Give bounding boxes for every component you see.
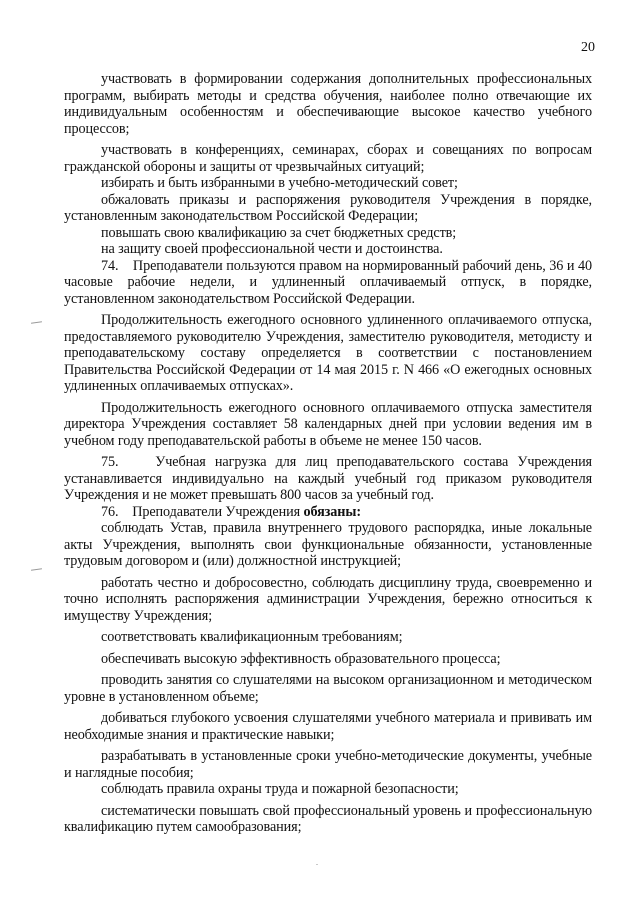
margin-scan-mark xyxy=(31,568,42,571)
paragraph-meet-requirements: соответствовать квалификационным требованиям; xyxy=(101,629,403,645)
document-body xyxy=(64,71,592,836)
paragraph-conduct-classes: проводить занятия со слушателями на высоком организационном и методическом уровне в установленном объеме; xyxy=(64,672,592,705)
scan-artifact xyxy=(316,864,318,865)
paragraph-deep-learning: добиваться глубокого усвоения слушателями учебного материала и прививать им необходимые знания и практические навыки; xyxy=(64,710,592,743)
paragraph-deputy-leave: Продолжительность ежегодного основного оплачиваемого отпуска заместителя директора Учреждения составляет 58 календарных дней при условии ведения им в учебном году преподавательской работы в объеме не менее 150 часов. xyxy=(64,399,592,449)
paragraph-efficiency: обеспечивать высокую эффективность образовательного процесса; xyxy=(101,650,501,667)
paragraph-observe-charter: соблюдать Устав, правила внутреннего трудового распорядка, иные локальные акты Учреждения, выполнять свои функциональные обязанности, установленные трудовым договором и (или) должностной инструкцией; xyxy=(64,520,592,569)
paragraph-75-teaching-load: 75. Учебная нагрузка для лиц преподавательского состава Учреждения устанавливается индивидуально на каждый учебный год приказом руководителя Учреждения и не может превышать 800 часов за учебный год. xyxy=(64,454,592,503)
paragraph-protect-honor: на защиту своей профессиональной чести и достоинства. xyxy=(101,241,443,257)
paragraph-participate-programs: участвовать в формировании содержания дополнительных профессиональных программ, выбирать методы и средства обучения, наиболее полно отвечающие их индивидуальным особенностям и обеспечивающие высокое качество учебного процессов; xyxy=(64,71,592,137)
paragraph-appeal-orders: обжаловать приказы и распоряжения руководителя Учреждения в порядке, установленным законодательством Российской Федерации; xyxy=(64,191,592,224)
paragraph-safety-rules: соблюдать правила охраны труда и пожарной безопасности; xyxy=(101,781,459,797)
paragraph-leave-duration: Продолжительность ежегодного основного удлиненного оплачиваемого отпуска, предоставляемого руководителю Учреждения, заместителю руководителя, методисту и преподавательскому составу определяется в соответствии с постановлением Правительства Российской Федерации от 14 мая 2015 г. N 466 «О ежегодных основных удлиненных оплачиваемых отпусках». xyxy=(64,312,592,394)
paragraph-qualification-budget: повышать свою квалификацию за счет бюджетных средств; xyxy=(101,224,457,241)
paragraph-76-bold-term: обязаны: xyxy=(303,503,361,520)
paragraph-self-education: систематически повышать свой профессиональный уровень и профессиональную квалификацию путем самообразования; xyxy=(64,802,592,835)
paragraph-work-honestly: работать честно и добросовестно, соблюдать дисциплину труда, своевременно и точно исполнять распоряжения администрации Учреждения, бережно относиться к имуществу Учреждения; xyxy=(64,574,592,624)
margin-scan-mark xyxy=(31,321,42,324)
paragraph-76-lead: 76. Преподаватели Учреждения xyxy=(101,503,304,520)
paragraph-74-working-time: 74. Преподаватели пользуются правом на нормированный рабочий день, 36 и 40 часовые рабочие недели, и удлиненный оплачиваемый отпуск, в порядке, установленном законодательством Российской Федерации. xyxy=(64,257,592,307)
paragraph-76-obligations xyxy=(64,504,592,521)
paragraph-participate-conferences: участвовать в конференциях, семинарах, сборах и совещаниях по вопросам гражданской обороны и защиты от чрезвычайных ситуаций; xyxy=(64,142,592,175)
paragraph-elect-council: избирать и быть избранными в учебно-методический совет; xyxy=(101,175,458,191)
paragraph-develop-documents: разрабатывать в установленные сроки учебно-методические документы, учебные и наглядные пособия; xyxy=(64,748,592,781)
page-number: 20 xyxy=(581,40,595,55)
